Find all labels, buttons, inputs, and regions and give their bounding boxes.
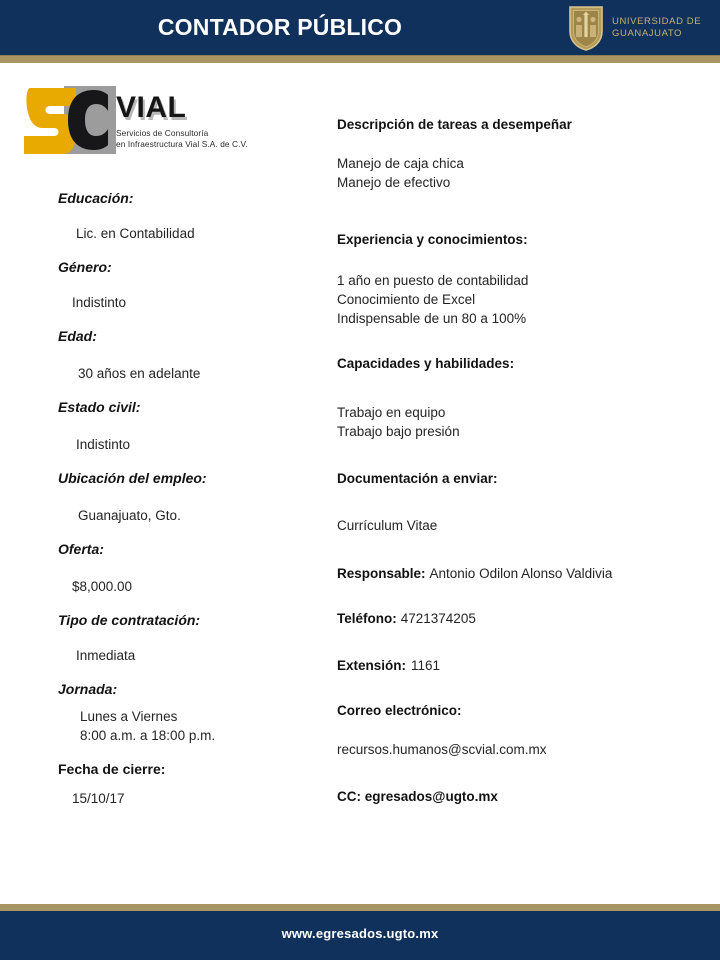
extension-value: 1161 — [411, 658, 441, 673]
spacer — [58, 596, 308, 610]
documents-line-1: Currículum Vitae — [337, 518, 438, 533]
job-attribute-label: Estado civil: — [58, 399, 141, 415]
spacer — [58, 808, 308, 822]
job-attribute-label: Tipo de contratación: — [58, 612, 201, 628]
job-attribute-label: Educación: — [58, 190, 134, 206]
footer-gold-divider — [0, 904, 720, 911]
spacer — [58, 525, 308, 539]
job-attribute — [58, 539, 308, 610]
spacer — [58, 779, 308, 789]
spacer — [58, 559, 308, 577]
responsable-label: Responsable: — [337, 566, 426, 581]
cc-row[interactable]: CC: egresados@ugto.mx — [337, 789, 498, 804]
job-attribute-label: Edad: — [58, 328, 97, 344]
responsable-row — [337, 564, 682, 583]
footer-url[interactable]: www.egresados.ugto.mx — [281, 926, 439, 941]
spacer — [58, 243, 308, 257]
job-attribute-value: 8:00 a.m. a 18:00 p.m. — [80, 728, 216, 743]
spacer — [58, 665, 308, 679]
company-logo-text — [116, 92, 286, 149]
job-details-column — [337, 115, 682, 806]
spacer — [58, 488, 308, 506]
job-attribute-value: Indistinto — [72, 295, 127, 310]
job-attribute-value: Inmediata — [76, 648, 136, 663]
responsable-value: Antonio Odilon Alonso Valdivia — [429, 566, 613, 581]
email-value[interactable]: recursos.humanos@scvial.com.mx — [337, 742, 547, 757]
experience-heading: Experiencia y conocimientos: — [337, 232, 528, 247]
job-attribute-value: Lunes a Viernes — [80, 709, 178, 724]
spacer — [58, 417, 308, 435]
tasks-heading: Descripción de tareas a desempeñar — [337, 117, 572, 132]
spacer — [58, 312, 308, 326]
job-attribute-label: Ubicación del empleo: — [58, 470, 207, 486]
university-wordmark — [612, 16, 701, 40]
footer-bar — [0, 911, 720, 960]
company-tagline-line-2: en Infraestructura Vial S.A. de C.V. — [116, 138, 248, 149]
spacer — [58, 699, 308, 707]
header-gold-divider — [0, 55, 720, 63]
company-tagline — [116, 128, 286, 149]
job-attribute-value: Lic. en Contabilidad — [76, 226, 195, 241]
job-attribute-value: 15/10/17 — [72, 791, 125, 806]
university-line-1: UNIVERSIDAD DE — [612, 16, 702, 27]
job-attribute-value: Indistinto — [76, 437, 131, 452]
spacer — [58, 745, 308, 759]
job-attribute-label: Jornada: — [58, 681, 118, 697]
skills-line-2: Trabajo bajo presión — [337, 424, 460, 439]
telefono-value: 4721374205 — [400, 611, 476, 626]
job-attribute-label: Oferta: — [58, 541, 104, 557]
job-attribute — [58, 759, 308, 822]
job-attribute — [58, 679, 308, 759]
tasks-line-1: Manejo de caja chica — [337, 156, 464, 171]
experience-line-3: Indispensable de un 80 a 100% — [337, 311, 527, 326]
job-attribute — [58, 326, 308, 397]
spacer — [58, 383, 308, 397]
experience-line-1: 1 año en puesto de contabilidad — [337, 273, 529, 288]
job-attribute — [58, 397, 308, 468]
company-wordmark: VIAL — [116, 91, 187, 124]
skills-heading: Capacidades y habilidades: — [337, 356, 515, 371]
job-attribute-value: Guanajuato, Gto. — [78, 508, 181, 523]
university-line-2: GUANAJUATO — [612, 28, 683, 39]
telefono-label: Teléfono: — [337, 611, 397, 626]
spacer — [58, 346, 308, 364]
experience-line-2: Conocimiento de Excel — [337, 292, 476, 307]
company-tagline-line-1: Servicios de Consultoría — [116, 128, 209, 138]
ug-shield-icon — [568, 4, 604, 52]
spacer — [58, 208, 308, 224]
spacer — [58, 454, 308, 468]
tasks-line-2: Manejo de efectivo — [337, 175, 451, 190]
spacer — [58, 630, 308, 646]
job-attribute-value: 30 años en adelante — [78, 366, 201, 381]
telefono-row — [337, 609, 682, 628]
job-attribute-label: Fecha de cierre: — [58, 761, 166, 777]
job-attribute-value: $8,000.00 — [72, 579, 133, 594]
university-logo — [562, 2, 712, 54]
extension-label: Extensión: — [337, 658, 407, 673]
job-attribute — [58, 610, 308, 679]
email-heading: Correo electrónico: — [337, 703, 462, 718]
job-attributes-list — [58, 188, 308, 822]
extension-row — [337, 656, 682, 675]
job-attribute-label: Género: — [58, 259, 112, 275]
job-attribute — [58, 468, 308, 539]
spacer — [58, 277, 308, 293]
page-title: CONTADOR PÚBLICO — [157, 14, 403, 40]
skills-line-1: Trabajo en equipo — [337, 405, 446, 420]
company-logo — [20, 84, 282, 166]
documents-heading: Documentación a enviar: — [337, 471, 498, 486]
job-attribute — [58, 257, 308, 326]
job-attribute — [58, 188, 308, 257]
